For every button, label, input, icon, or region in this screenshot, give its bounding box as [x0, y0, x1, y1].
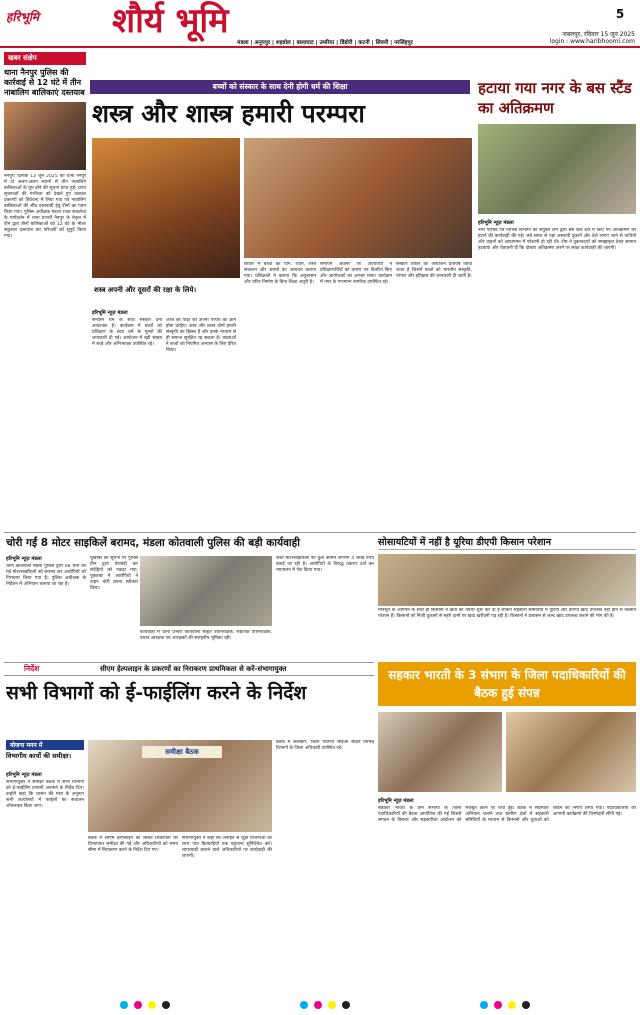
sahkar-photo-1 — [378, 712, 502, 792]
story3-headline: सोसायटियों में नहीं है यूरिया डीएपी किसान परेशान — [378, 536, 636, 550]
lead-highlight: शस्त्र अपनी और दूसरों की रक्षा के लिये। — [94, 286, 197, 294]
story4-col-1: संभागायुक्त ने समीक्षा बैठक में सभी विभागों को ई-फाईलिंग प्रणाली अपनाने के निर्देश दिए। उन्होंने कहा कि शासन की मंशा के अनुरूप सभी कार्यालयों में फाईलों का संचालन ऑनलाइन किया जाए। — [6, 780, 84, 809]
story4-headline: सभी विभागों को ई-फाईलिंग करने के निर्देश — [6, 682, 307, 704]
page-title: शौर्य भूमि — [112, 1, 229, 41]
story4-col-2: बैठक में सीएम हेल्पलाइन की लंबित शिकायतों की विभागवार समीक्षा की गई और अधिकारियों को समय सीमा में निराकरण करने के निर्देश दिए गए। — [88, 836, 178, 853]
right-story-headline: हटाया गया नगर के बस स्टैंड का अतिक्रमण — [478, 79, 632, 117]
divider-2 — [4, 532, 636, 533]
lead-dateline: हरिभूमि न्यूज़ मंडला — [92, 310, 128, 316]
lead-col-2: आज की पीढ़ी को अपनी परंपरा का ज्ञान होना चाहिए। शस्त्र और शास्त्र दोनों हमारी संस्कृति का हिस्सा हैं और इनके माध्यम से ही समाज सुरक्षित रह सकता है। वक्ताओं ने बच्चों को नियमित अभ्यास के लिए प्रेरित किया। — [166, 318, 236, 353]
directive-label: निर्देश — [24, 664, 40, 673]
sidebar-body: नैनपुर। दिनांक 13 जून 2025 को थाना नैनपुर में दो अलग-अलग स्थानों से तीन नाबालिग बालिकाओं के घूम होने की सूचना प्राप्त हुई। प्राप्त सूचनाओं की गंभीरता को देखते हुए तत्काल प्रकरणों को विवेचना में लिया गया एवं नाबालिग बालिकाओं की शीघ्र दस्तयाबी हेतु टीमों का गठन किया गया। पुलिस अधीक्षक मंडला रजत सकलेचा के मार्गदर्शन में थाना प्रभारी नैनपुर के नेतृत्व में टीम द्वारा तीनों बालिकाओं को 12 घंटे के भीतर सकुशल दस्तयाब कर परिजनों को सुपुर्द किया गया। — [4, 174, 86, 239]
magenta-dot — [494, 1001, 502, 1009]
story4-dateline: हरिभूमि न्यूज़ मंडला — [6, 772, 42, 778]
lead-kicker: बच्चों को संस्कार के साथ देनी होगी धर्म की शिक्षा — [90, 80, 470, 94]
masthead — [0, 0, 640, 46]
lead-col-1: सनातन धर्म के साथ संस्कार देना आवश्यक है। कार्यक्रम में बच्चों को प्रशिक्षण के साथ धर्म के मूल्यों की जानकारी दी गई। आयोजन में बड़ी संख्या में बच्चे और अभिभावक उपस्थित रहे। — [92, 318, 162, 347]
sahkar-photo-2 — [506, 712, 636, 792]
directive-text: सीएम हेल्पलाइन के प्रकरणों का निराकरण प्राथमिकता से करें-संभागायुक्त — [100, 665, 287, 673]
story2-col-4: कार्यवाही में थाना प्रभारी कोतवाली सहित उपनिरीक्षक, सहायक उपनिरीक्षक, प्रधान आरक्षक एवं आरक्षकों की सराहनीय भूमिका रही। — [140, 630, 272, 641]
event-photo — [244, 138, 472, 258]
story4-col-3: संभागायुक्त ने कहा कि जनहित से जुड़ी योजनाओं का लाभ पात्र हितग्राहियों तक पहुंचाना सुनिश्चित करें। लापरवाही बरतने वाले अधिकारियों पर कार्यवाही की जाएगी। — [182, 836, 272, 859]
story2-col-3: जब्त मोटरसाइकिलों की कुल कीमत लगभग 4 लाख रुपये बताई जा रही है। आरोपियों के विरुद्ध प्रकरण दर्ज कर न्यायालय में पेश किया गया। — [276, 556, 374, 573]
yojana-box — [6, 740, 84, 768]
black-dot — [162, 1001, 170, 1009]
website-link[interactable]: login : www.haribhoomi.com — [549, 38, 635, 45]
lead-headline: शस्त्र और शास्त्र हमारी परम्परा — [92, 99, 365, 128]
farmers-photo — [378, 554, 636, 606]
bus-stand-photo — [478, 124, 636, 214]
story4-col-4: बैठक में कलेक्टर, जिला पंचायत सीईओ सहित विभिन्न विभागों के जिला अधिकारी उपस्थित रहे। — [276, 740, 374, 751]
story2-headline: चोरी गईं 8 मोटर साइकिलें बरामद, मंडला कोतवाली पुलिस की बड़ी कार्यवाही — [6, 537, 300, 549]
magenta-dot — [134, 1001, 142, 1009]
story5-dateline: हरिभूमि न्यूज़ मंडला — [378, 798, 414, 804]
lead-col-4: समापन अवसर पर अतिथियों ने प्रशिक्षणार्थियों को प्रमाण पत्र वितरित किए और आयोजकों का आभार माना। कार्यक्रम में नगर के गणमान्य नागरिक उपस्थित रहे। — [320, 262, 392, 285]
black-dot — [522, 1001, 530, 1009]
bikes-photo — [140, 556, 272, 626]
meeting-banner: समीक्षा बैठक — [142, 746, 222, 758]
sidebar-photo — [4, 102, 86, 170]
story2-col-1: थाना कोतवाली मंडला पुलिस द्वारा 08 चोरी की गई मोटरसाइकिलों को बरामद कर आरोपियों को गिरफ्तार किया गया है। पुलिस अधीक्षक के निर्देशन में अभियान चलाया जा रहा है। — [6, 564, 86, 587]
story5-headline: सहकार भारती के 3 संभाग के जिला पदाधिकारियों की बैठक हुई संपन्न — [388, 668, 626, 700]
regions-line: मंडला | अनूपपुर | शहडोल | बालाघाट | उमरिया | डिंडोरी | कटनी | सिवनी | नरसिंहपुर — [237, 40, 413, 46]
date-line: जबलपुर, रविवार 15 जून 2025 — [562, 31, 635, 38]
yojana-title: विभागीय कार्यो की समीक्षा। — [6, 752, 72, 760]
sidebar-news-brief — [4, 52, 86, 530]
cyan-dot — [300, 1001, 308, 1009]
story5-body: सहकार भारती के तीन संभागों के जिला पदाधिकारियों की बैठक आयोजित की गई जिसमें संगठन के विस्तार और सहकारिता आंदोलन को मजबूत करने पर चर्चा हुई। बैठक में सदस्यता अभियान चलाने तथा ग्रामीण क्षेत्रों में सहकारी समितियों के माध्यम से किसानों और युवाओं को जोड़ने का निर्णय लिया गया। पदाधिकारियों को आगामी कार्यक्रमों की जिम्मेदारी सौंपी गई। — [378, 806, 636, 823]
cyan-dot — [480, 1001, 488, 1009]
cyan-dot — [120, 1001, 128, 1009]
story3-body: मानसून के आगमन के साथ ही किसानों ने खेती की तैयारी शुरू कर दी है लेकिन सहकारी समितियों में यूरिया और डीएपी खाद उपलब्ध नहीं होने से किसान परेशान हैं। किसानों को निजी दुकानों से महंगे दामों पर खाद खरीदनी पड़ रही है। किसानों ने प्रशासन से जल्द खाद उपलब्ध कराने की मांग की है। — [378, 608, 636, 619]
lead-col-3: शिविर में बच्चों को योग, ध्यान, शस्त्र संचालन और शास्त्रों का अध्ययन कराया गया। प्रशिक्षकों ने बताया कि अनुशासन और चरित्र निर्माण के बिना शिक्षा अधूरी है। — [244, 262, 316, 285]
right-story-dateline: हरिभूमि न्यूज़ मंडला — [478, 220, 514, 226]
magenta-dot — [314, 1001, 322, 1009]
yellow-dot — [328, 1001, 336, 1009]
meeting-photo — [88, 740, 272, 832]
sidebar-label: खबर संक्षेप — [4, 52, 86, 65]
brand-logo: हरिभूमि — [6, 10, 40, 24]
sidebar-headline: थाना नैनपुर पुलिस की कार्रवाई से 12 घंटे में तीन नाबालिग बालिकाएं दस्तयाब — [4, 68, 85, 97]
yojana-label: योजना मनन में — [6, 740, 84, 750]
masthead-rule — [0, 46, 640, 48]
yellow-dot — [148, 1001, 156, 1009]
directive-bar — [4, 662, 374, 676]
page-number: 5 — [615, 7, 625, 21]
story2-col-2: मुखबिर की सूचना पर पुलिस टीम द्वारा घेराबंदी कर संदेहियों को पकड़ा गया, पूछताछ में आरोपियों ने वाहन चोरी करना स्वीकार किया। — [90, 556, 138, 591]
yellow-dot — [508, 1001, 516, 1009]
right-story-body: नगर परिषद एवं विभिन्न विभागों की संयुक्त टीम द्वारा बस स्टैंड क्षेत्र में किए गए अतिक्रमण को हटाने की कार्यवाही की गई। लंबे समय से यहां अस्थायी दुकानें और ठेले लगाए जाने से यात्रियों और वाहनों को आवागमन में परेशानी हो रही थी। टीम ने दुकानदारों को समझाइश देकर सामान हटवाया और चेतावनी दी कि दोबारा अतिक्रमण करने पर सख्त कार्यवाही की जाएगी। — [478, 228, 636, 251]
lead-col-5: संस्कार शिविर का आयोजन प्रतिवर्ष किया जाता है जिसमें बच्चों को भारतीय संस्कृति, परंपरा और इतिहास की जानकारी दी जाती है। — [396, 262, 472, 279]
black-dot — [342, 1001, 350, 1009]
footer-color-bar — [0, 998, 640, 1012]
story5-headline-box — [378, 662, 636, 706]
speaker-photo — [92, 138, 240, 278]
story2-dateline: हरिभूमि न्यूज़ मंडला — [6, 556, 42, 562]
